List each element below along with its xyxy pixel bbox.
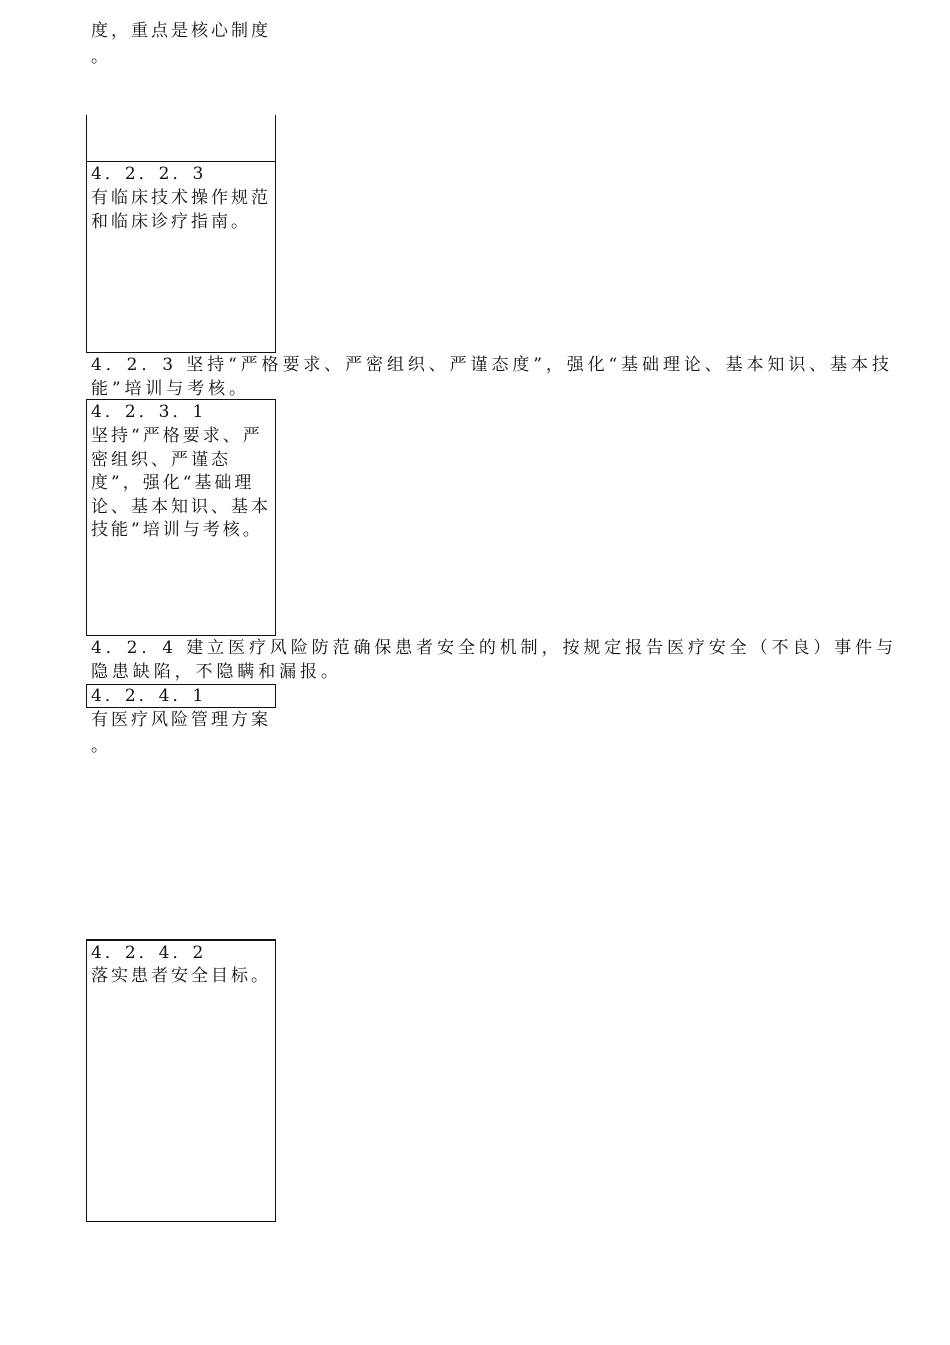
item-text: 坚持“严格要求、严密组织、严谨态度”，强化“基础理论、基本知识、基本技能”培训与考核。 — [91, 426, 271, 540]
section-heading — [91, 637, 903, 684]
item-code: 4．2．2．3 — [91, 164, 207, 184]
section-code: 4．2．4 — [91, 638, 177, 658]
item-code: 4．2．4．2 — [91, 943, 207, 963]
section-code: 4．2．3 — [91, 355, 177, 375]
item-text: 有临床技术操作规范和临床诊疗指南。 — [91, 188, 271, 232]
item-code: 4．2．4．1 — [91, 686, 207, 706]
item-text-period: 。 — [91, 736, 111, 756]
continued-text: 度，重点是核心制度 — [91, 21, 271, 41]
continued-text-period: 。 — [91, 47, 111, 67]
item-code: 4．2．3．1 — [91, 402, 207, 422]
table-divider — [86, 352, 276, 353]
table-border-left — [86, 115, 87, 353]
item-text: 落实患者安全目标。 — [91, 966, 271, 986]
section-text: 坚持“严格要求、严密组织、严谨态度”，强化“基础理论、基本知识、基本技能”培训与考核。 — [91, 355, 893, 399]
table-divider — [86, 161, 276, 162]
section-text: 建立医疗风险防范确保患者安全的机制，按规定报告医疗安全（不良）事件与隐患缺陷，不隐瞒和漏报。 — [91, 638, 897, 682]
section-heading — [91, 354, 903, 401]
table-divider — [86, 940, 276, 941]
item-text: 有医疗风险管理方案 — [91, 710, 271, 730]
table-border-right — [275, 115, 276, 353]
